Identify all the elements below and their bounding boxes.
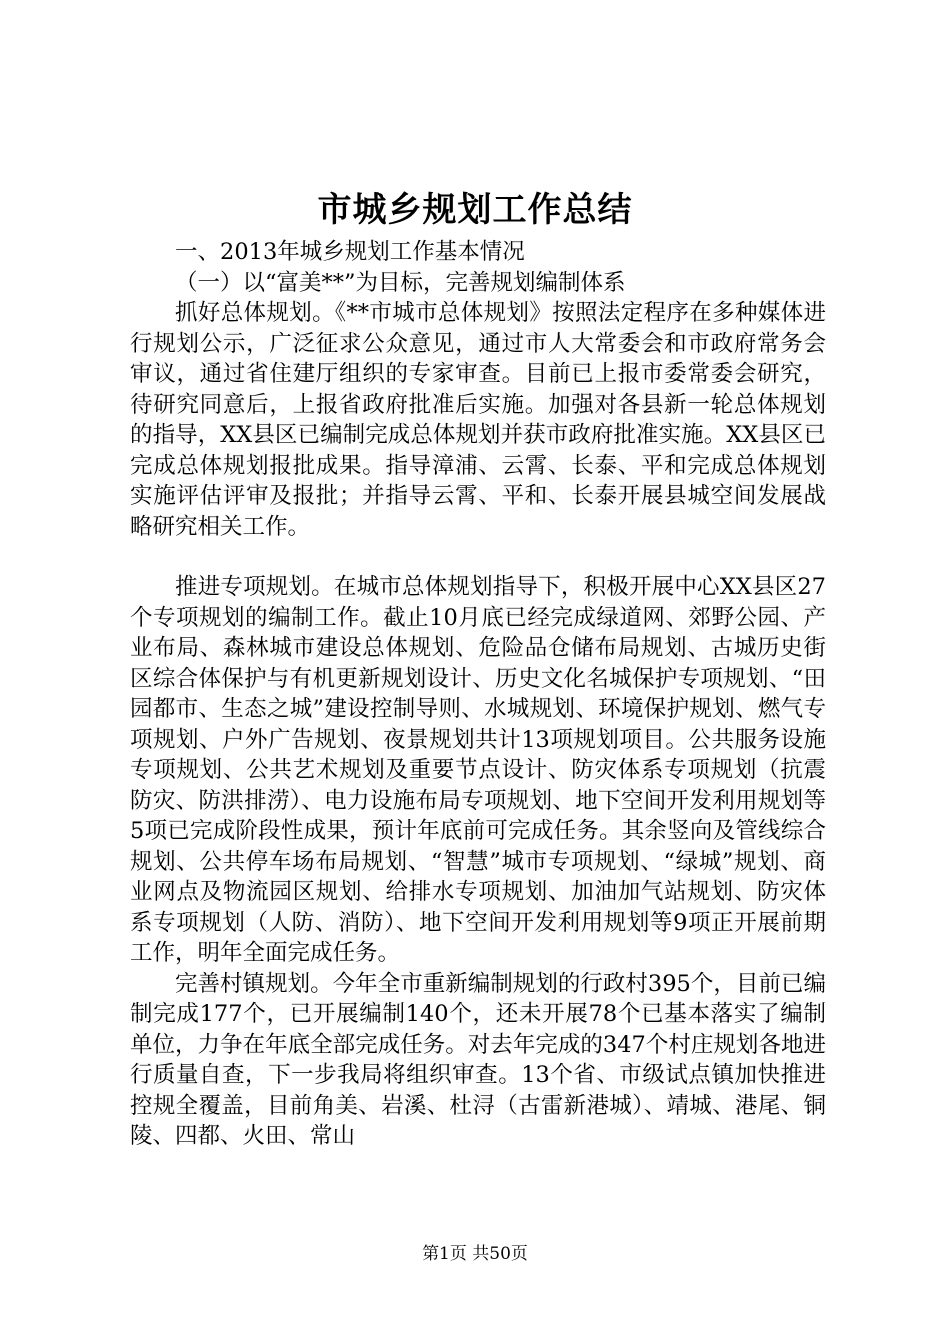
paragraph-special-planning: 推进专项规划。在城市总体规划指导下，积极开展中心XX县区27个专项规划的编制工作。截止10月底已经完成绿道网、郊野公园、产业布局、森林城市建设总体规划、危险品仓储布局规划、古城历史街区综合体保护与有机更新规划设计、历史文化名城保护专项规划、“田园都市、生态之城”建设控制导则、水城规划、环境保护规划、燃气专项规划、户外广告规划、夜景规划共计13项规划项目。公共服务设施专项规划、公共艺术规划及重要节点设计、防灾体系专项规划（抗震防灾、防洪排涝）、电力设施布局专项规划、地下空间开发利用规划等5项已完成阶段性成果，预计年底前可完成任务。其余竖向及管线综合规划、公共停车场布局规划、“智慧”城市专项规划、“绿城”规划、商业网点及物流园区规划、给排水专项规划、加油加气站规划、防灾体系专项规划（人防、消防）、地下空间开发利用规划等9项正开展前期工作，明年全面完成任务。	[130, 574, 826, 966]
document-body	[130, 237, 826, 1152]
paragraph-overall-planning: 抓好总体规划。《**市城市总体规划》按照法定程序在多种媒体进行规划公示，广泛征求公众意见，通过市人大常委会和市政府常务会审议，通过省住建厅组织的专家审查。目前已上报市委常委会研究，待研究同意后，上报省政府批准后实施。加强对各县新一轮总体规划的指导，XX县区已编制完成总体规划并获市政府批准实施。XX县区已完成总体规划报批成果。指导漳浦、云霄、长泰、平和完成总体规划实施评估评审及报批；并指导云霄、平和、长泰开展县城空间发展战略研究相关工作。	[130, 300, 826, 540]
subsection-heading: （一）以“富美**”为目标，完善规划编制体系	[175, 269, 626, 296]
page-footer: 第1页 共50页	[422, 1244, 528, 1264]
paragraph-village-planning: 完善村镇规划。今年全市重新编制规划的行政村395个，目前已编制完成177个，已开展编制140个，还未开展78个已基本落实了编制单位，力争在年底全部完成任务。对去年完成的347个村庄规划各地进行质量自查，下一步我局将组织审查。13个省、市级试点镇加快推进控规全覆盖，目前角美、岩溪、杜浔（古雷新港城）、靖城、港尾、铜陵、四都、火田、常山	[130, 970, 826, 1149]
section-heading: 一、2013年城乡规划工作基本情况	[175, 239, 525, 265]
document-title: 市城乡规划工作总结	[317, 190, 633, 230]
